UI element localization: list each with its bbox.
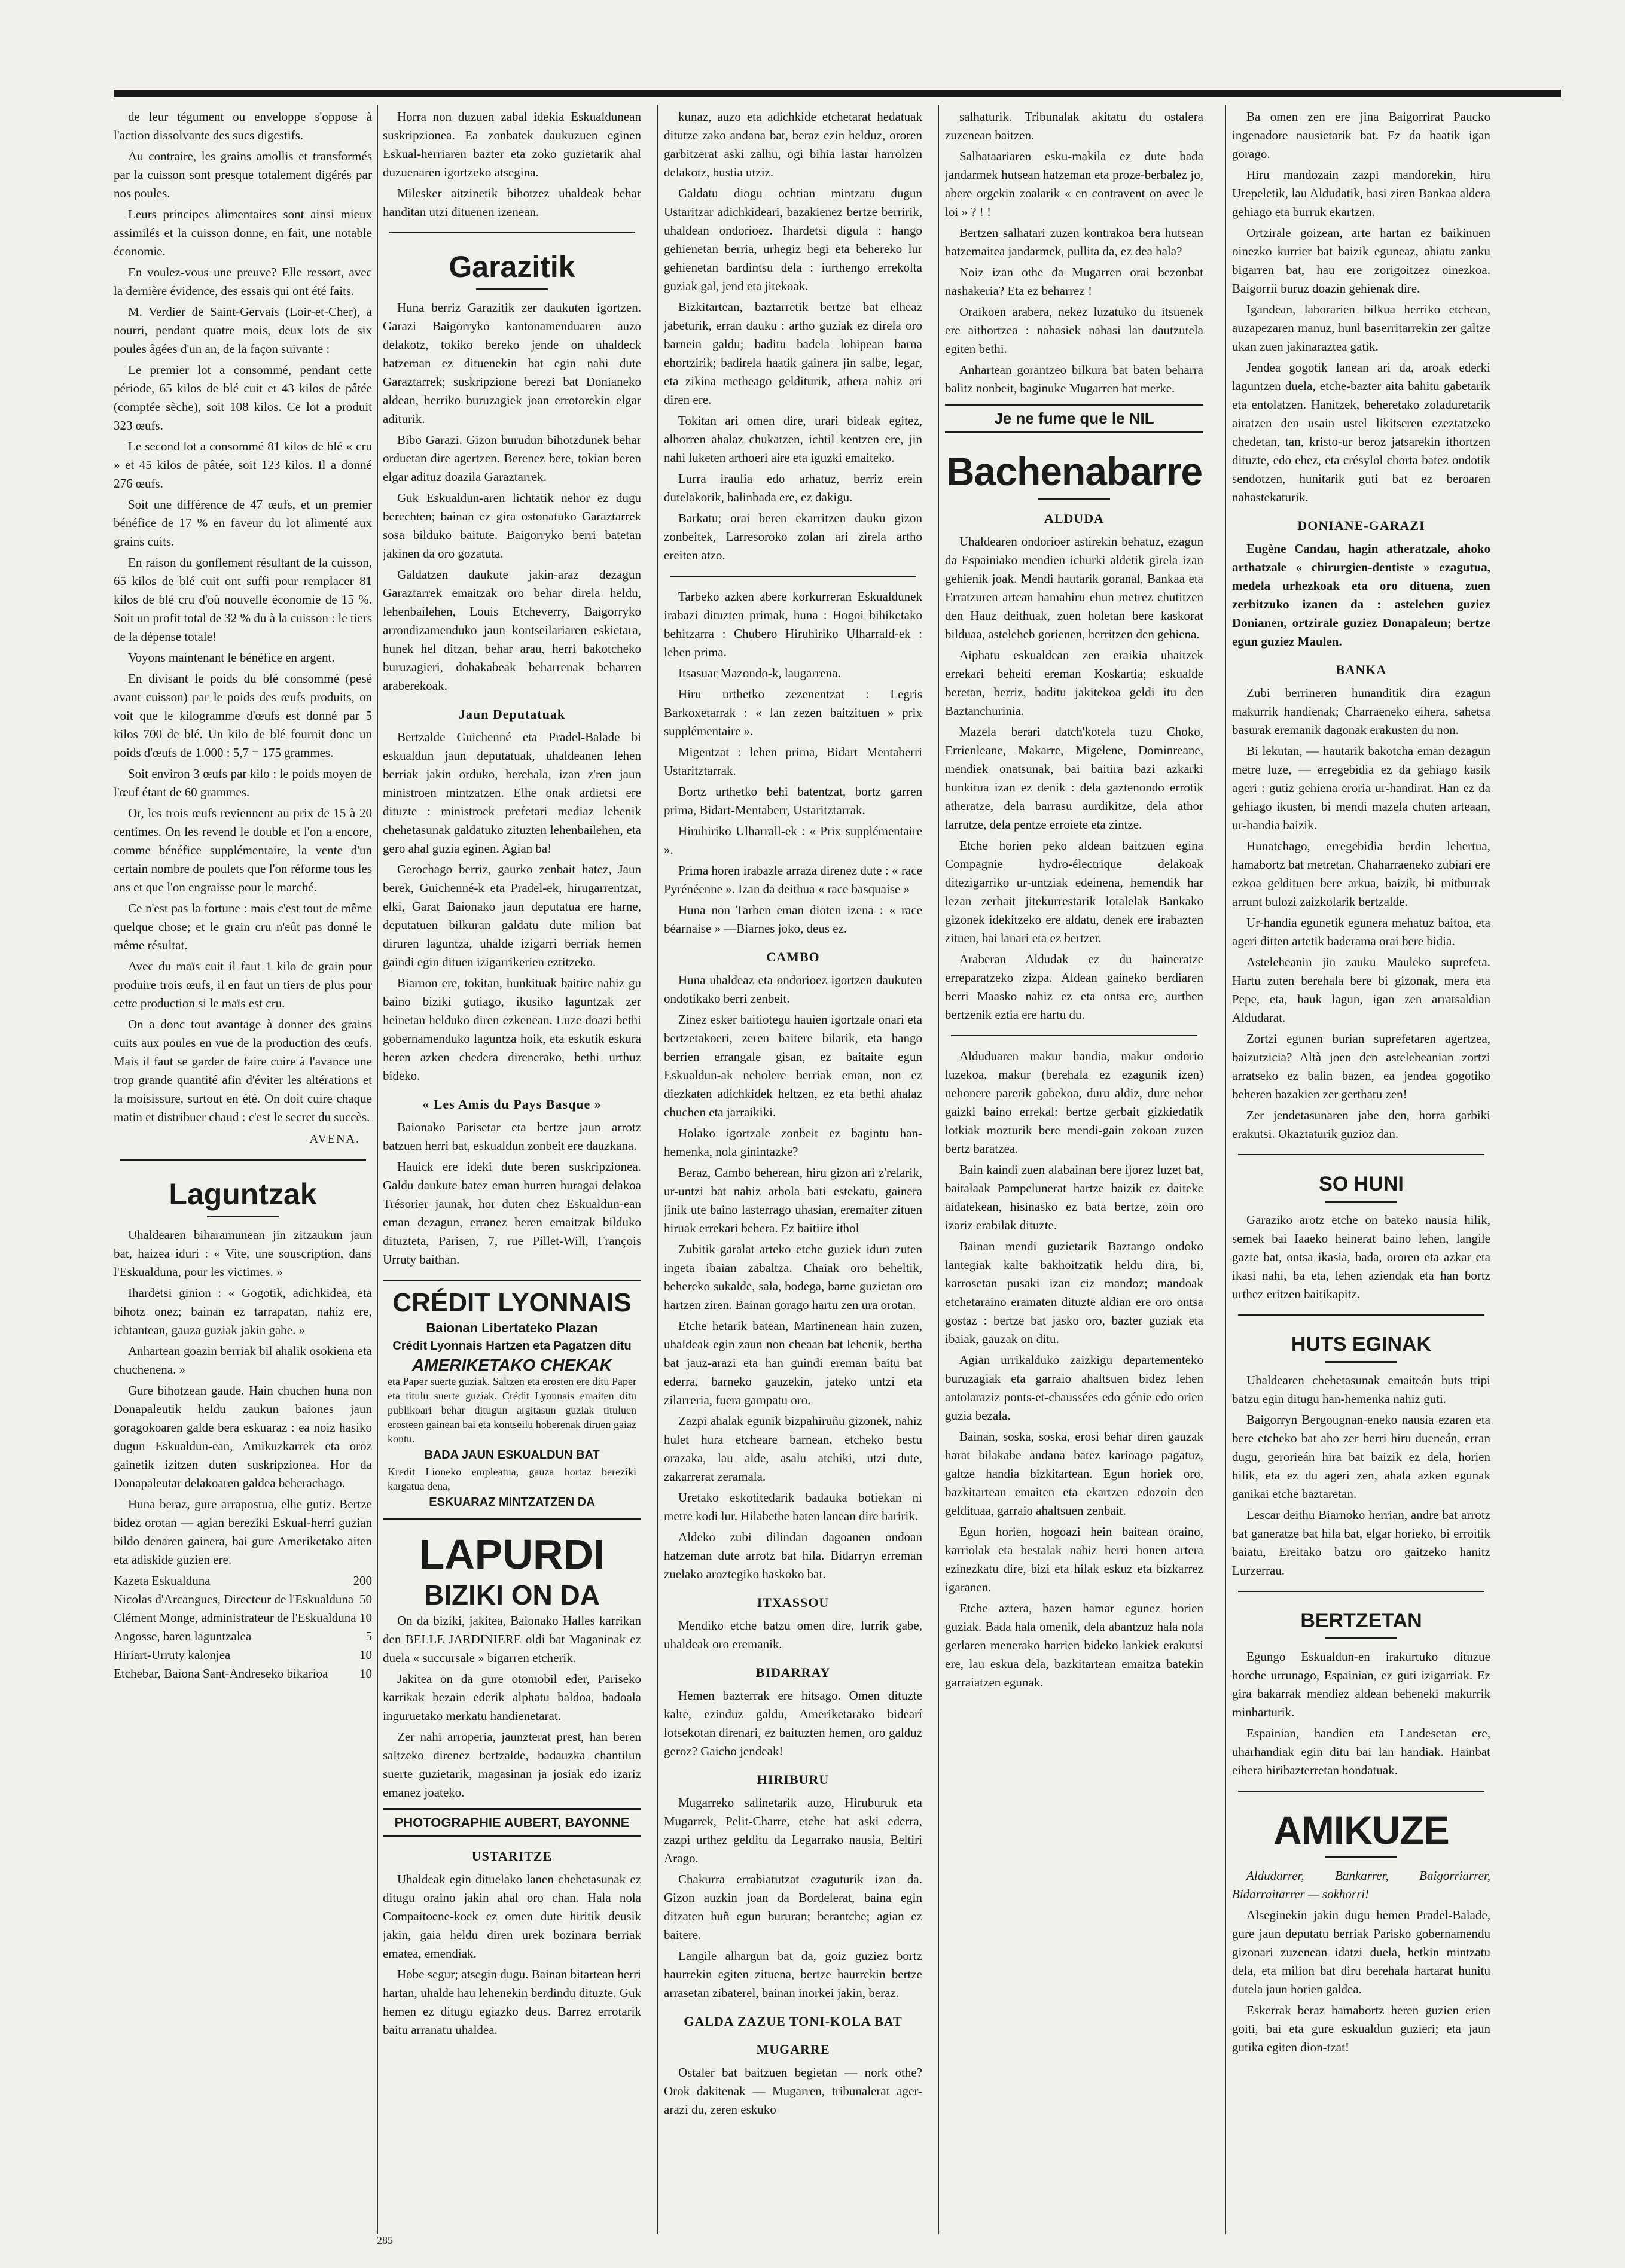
paragraph: On da biziki, jakitea, Baionako Halles karrikan den BELLE JARDINIERE oldi bat Maganinak ez duela « succursale » bigarren etcherik.	[383, 1614, 641, 1665]
paragraph: Beraz, Cambo beherean, hiru gizon ari z'relarik, ur-untzi bat nahiz arbola bati estekatu, gainera jinik ute baino lasterrago uhasian, eremaiter zituen hiruak errekari behera. Ez baitiire ithol	[664, 1165, 922, 1235]
paragraph: Anhartean goazin berriak bil ahalik osokiena eta chuchenena. »	[114, 1344, 372, 1377]
heading-so-huni: SO HUNI	[1232, 1171, 1490, 1203]
paragraph: Migentzat : lehen prima, Bidart Mentaberri Ustaritztarrak.	[664, 745, 922, 778]
paragraph: Etche hetarik batean, Martinenean hain zuzen, uhaldeak egin zaun non cheaan bat lehenik, bertha bat jauz-arazi eta han guindi ereman baitu bat ederra, barneko gauzekin, jateko untzi eta zilarreria, fuera gampatu oro.	[664, 1319, 922, 1407]
subheading-ustaritze: USTARITZE	[471, 1849, 553, 1864]
heading-amikuze: AMIKUZE	[1232, 1807, 1490, 1858]
ad-line: Crédit Lyonnais Hartzen eta Pagatzen ditu	[392, 1340, 632, 1353]
paragraph: Egun horien, hogoazi hein baitean oraino, karriolak eta bestalak nahiz herri honen artera ezinezkatu dire, bizi eta hilak eskuz eta bizkarrez igaranen.	[945, 1524, 1203, 1594]
list-item: Hiriart-Urruty kalonjea 10	[114, 1648, 372, 1662]
separator	[120, 1159, 366, 1161]
paragraph: Araberan Aldudak ez du haineratze erreparatzeko zizpa. Aldean gaineko berdiaren berri Maasko nahiz ez eta ontsa ere, aurthen bertzenik eztia ere hartu du.	[945, 952, 1203, 1022]
paragraph: En divisant le poids du blé consommé (pesé avant cuisson) par le poids des œufs produits, on voit que le kilogramme d'œufs est donné par 5 kilos 700 de blé. Un kilo de blé fournit donc un poids d'œufs de 1.000 : 5,7 = 175 grammes.	[114, 671, 372, 760]
paragraph: Hiruhiriko Ulharrall-ek : « Prix supplémentaire ».	[664, 824, 922, 857]
paragraph: kunaz, auzo eta adichkide etchetarat hedatuak ditutze zako andana bat, beraz ezin helduz, ororen garbitzerat aski zalhu, ogi bihia lastar harrolzen delakotz, bustia utziz.	[664, 109, 922, 179]
paragraph: Tarbeko azken abere korkurreran Eskualdunek irabazi dituzten primak, huna : Hogoi bihiketako behitzarra : Chubero Hiruhiriko Ulharrald-ek : lehen prima.	[664, 589, 922, 659]
paragraph: Uhaldeak egin dituelako lanen chehetasunak ez ditugu oraino jakin ahal oro chan. Hala nola Compaitoene-koek ez omen dute hiritik deusik jakin, gaia heldu diren urek bozinara berriak ematea, emendiak.	[383, 1872, 641, 1960]
subheading-doniane-garazi: DONIANE-GARAZI	[1297, 518, 1425, 533]
paragraph: Alseginekin jakin dugu hemen Pradel-Balade, gure jaun deputatu berriak Parisko gobernamendu gizonari zuzenean idatzi duela, hetkin mintzatu dela, eta milion bat diru berehala hartarat hunitu dutela jaun horien galdea.	[1232, 1908, 1490, 1996]
paragraph: de leur tégument ou enveloppe s'oppose à l'action dissolvante des sucs digestifs.	[114, 109, 372, 142]
paragraph: Baigorryn Bergougnan-eneko nausia ezaren eta bere etcheko bat aho zer berri hiru dueneán, erran dugu, gerorieán hira bat baizik ez dela, horien hilik, eta ez du ageri zen, ahala azken egunak ganikai etche baztaretan.	[1232, 1412, 1490, 1501]
paragraph: Zubitik garalat arteko etche guziek idurī zuten ingeta ibaian zabaltza. Chaiak oro beheltik, behereko sukalde, sala, bodega, barne guzietan oro hartzen ziren. Bainan gorago hartu zen ura orotan.	[664, 1242, 922, 1312]
paragraph: Soit environ 3 œufs par kilo : le poids moyen de l'œuf étant de 60 grammes.	[114, 766, 372, 799]
paragraph: Zubi berrineren hunanditik dira ezagun makurrik handienak; Charraeneko eihera, sahetsa basurak eremanik dagonak erakusten du non.	[1232, 686, 1490, 737]
lapurdi-title: LAPURDI	[419, 1531, 605, 1578]
paragraph: Ba omen zen ere jina Baigorrirat Paucko ingenadore nausietarik bat. Ez da haatik igan gorago.	[1232, 109, 1490, 161]
paragraph: Ihardetsi ginion : « Gogotik, adichkidea, eta bihotz onez; bainan ez tarrapatan, nahiz ere, ichtantean, gauza guziak jakin gabe. »	[114, 1286, 372, 1337]
ad-body: eta Paper suerte guziak. Saltzen eta erosten ere ditu Paper eta titulu suerte guziak. Crédit Lyonnais emaiten ditu publikoari behar ditugun argitasun guziak tituluen erosteen gainean bai eta kontseilu hoberenak diruen gaiaz kontu.	[388, 1375, 636, 1445]
paragraph: Le premier lot a consommé, pendant cette période, 65 kilos de blé cuit et 43 kilos de pâtée (comptée sèche), soit 108 kilos. Ce lot a produit 323 œufs.	[114, 363, 372, 433]
separator	[670, 576, 916, 577]
ad-title: CRÉDIT LYONNAIS	[392, 1288, 632, 1317]
top-rule	[114, 90, 1561, 97]
paragraph: Uhaldearen chehetasunak emaiteán huts ttipi batzu egin ditugu han-hemenka nahiz guti.	[1232, 1373, 1490, 1406]
subheading-hiriburu: HIRIBURU	[757, 1772, 830, 1787]
list-item: Etchebar, Baiona Sant-Andreseko bikarioa 10	[114, 1666, 372, 1681]
list-item: Kazeta Eskualduna 200	[114, 1573, 372, 1588]
column-1	[114, 108, 372, 2226]
paragraph: Zortzi egunen burian suprefetaren agertzea, baizutzicia? Altà joen den asteleheanian zortzi arratseko ez balin bazen, ea jendea gogotiko beheren bazakien zer gerthatu zen!	[1232, 1031, 1490, 1101]
ad-line: AMERIKETAKO CHEKAK	[412, 1356, 612, 1374]
paragraph: Uretako eskotitedarik badauka botiekan ni metre kodi lur. Hilabethe baten lanean dire haririk.	[664, 1490, 922, 1523]
paragraph: Uhaldearen biharamunean jin zitzaukun jaun bat, haizea iduri : « Vite, une souscription, dans l'Eskualduna, pour les victimes. »	[114, 1228, 372, 1279]
column-5	[1232, 108, 1490, 2226]
paragraph: Zazpi ahalak egunik bizpahiruñu gizonek, nahiz hulet hura etcheare barnean, etcheko bestu orazaka, lau alde, asalu atchiki, utzi dute, zakarrerat zeramala.	[664, 1414, 922, 1484]
paragraph: Horra non duzuen zabal idekia Eskualdunean suskripzionea. Ea zonbatek daukuzuen eginen Eskual-herriaren bazter eta zoko guzietarik ahal duzuenaren igortzeko atsegina.	[383, 109, 641, 179]
paragraph: Milesker aitzinetik bihotzez uhaldeak behar handitan utzi dituenen izenean.	[383, 186, 641, 219]
subheading-amis-pays-basque: « Les Amis du Pays Basque »	[422, 1097, 602, 1112]
separator	[1238, 1591, 1484, 1592]
paragraph: Tokitan ari omen dire, urari bideak egitez, alhorren ahalaz chukatzen, ichtil kentzen ere, jin nahi luketen arthoeri aire eta iguzki emaiteko.	[664, 413, 922, 465]
paragraph: Langile alhargun bat da, goiz guziez bortz haurrekin egiten zituena, bertze haurrekin bertze arrasetan zibaterel, bainan inorkei jakin, beraz.	[664, 1949, 922, 2000]
paragraph: Zer nahi arroperia, jaunzterat prest, han beren saltzeko direnez bertzalde, badauzka chantilun suerte guzietarik, magasinan ja josiak edo izariz emanez joateko.	[383, 1730, 641, 1800]
paragraph: Bain kaindi zuen alabainan bere ijorez luzet bat, baitalaak Pampelunerat hartze baizik ez daiteke aidatekean, hisinasko ez bata bertze, zoin oro izariz erabilak dituzte.	[945, 1162, 1203, 1232]
paragraph: Etche horien peko aldean baitzuen egina Compagnie hydro-électrique delakoak ditezigarriko ur-untziak edeinena, hemendik har lezan zerbait jitekurrestarik lotalelak Bankako gizonek idekitzeko ere aldatu, denek ere irabazten zituen, bai lanari eta ez bertzer.	[945, 838, 1203, 945]
separator	[1238, 1154, 1484, 1155]
paragraph: Bibo Garazi. Gizon burudun bihotzdunek behar orduetan dire agertzen. Berenez bere, tokian beren elgar adituz doazila Garaztarrek.	[383, 433, 641, 484]
paragraph: Leurs principes alimentaires sont ainsi mieux assimilés et la cuisson donne, en fait, une notable économie.	[114, 207, 372, 258]
column-4	[945, 108, 1203, 2226]
subheading-cambo: CAMBO	[766, 949, 820, 964]
paragraph: Galdatu diogu ochtian mintzatu dugun Ustaritzar adichkideari, bazakienez bertze berririk, uhaldean ondorioez. Ihardetsi digula : hango gehienetan berria, urhegiz hegi eta behereko lur gehienetan bardintsu dela : iurthengo errekolta guziak gal, jend eta jitekoak.	[664, 186, 922, 293]
paragraph: Baionako Parisetar eta bertze jaun arrotz batzuen herri bat, eskualdun zonbeit ere dauzkana.	[383, 1120, 641, 1153]
ad-line: Kredit Lioneko empleatua, gauza hortaz bereziki kargatua dena,	[388, 1466, 636, 1492]
column-rule	[1225, 105, 1226, 2234]
paragraph: Le second lot a consommé 81 kilos de blé « cru » et 45 kilos de pâtée, soit 123 kilos. Il a donné 276 œufs.	[114, 439, 372, 491]
separator	[389, 232, 635, 233]
paragraph: Bortz urthetko behi batentzat, bortz garren prima, Bidart-Mentaberr, Ustaritztarrak.	[664, 784, 922, 817]
paragraph: Jakitea on da gure otomobil eder, Pariseko karrikak bezain ederik alphatu baldoa, badoala inguruetako merkatu handienetarat.	[383, 1672, 641, 1723]
paragraph: Or, les trois œufs reviennent au prix de 15 à 20 centimes. On les revend le double et l'on a encore, comme bénéfice supplémentaire, la vente d'un certain nombre de poulets que l'on réforme tous les ans et que l'on engraisse pour le marché.	[114, 806, 372, 894]
paragraph: Aldudarrer, Bankarrer, Baigorriarrer, Bidarraitarrer — sokhorri!	[1232, 1868, 1490, 1901]
paragraph: Hobe segur; atsegin dugu. Bainan bitartean herri hartan, uhalde hau lehenekin berdindu dituzte. Guk hemen ez ditugu egiazko deus. Barrez errotarik baitu arranatu uhaldea.	[383, 1967, 641, 2037]
paragraph: Huna non Tarben eman dioten izena : « race béarnaise » —Biarnes joko, deus ez.	[664, 903, 922, 936]
column-2	[383, 108, 641, 2226]
paragraph: Aiphatu eskualdean zen eraikia uhaitzek errekari beheiti ereman Koskartia; eskualde beretan, berriz, baditu jakitekoa geldi itu den Baztanchurinia.	[945, 648, 1203, 718]
lapurdi-subtitle: BIZIKI ON DA	[424, 1579, 600, 1611]
paragraph: Au contraire, les grains amollis et transformés par la cuisson sont presque totalement digérés par nos poules.	[114, 149, 372, 200]
nil-ad: Je ne fume que le NIL	[945, 404, 1203, 433]
lapurdi-ad	[383, 1530, 641, 1802]
column-rule	[657, 105, 658, 2234]
paragraph: Lurra iraulia edo arhatuz, berriz erein dutelakorik, balinbada ere, ez dakigu.	[664, 471, 922, 504]
paragraph: Galdatzen daukute jakin-araz dezagun Garaztarrek emaitzak oro behar direla heldu, lehenbailehen, Louis Etcheverry, Baigorryko arrondizamenduko jaun kontseilariaren eskietara, hunek hel ditzan, behar arau, herri bakotcheko buruzagieri, dohakabeak beharrenak beharren araberekoak.	[383, 567, 641, 693]
paragraph: Alduduaren makur handia, makur ondorio luzekoa, makur (berehala ez ezagunik izen) nehonere parerik gabekoa, duru aldiz, dure nehor gaizki baino errekal: bertze gerbait gizkiedatik lotkiak mozturik bere mendi-gain zokoan zuzen bertz baratzea.	[945, 1049, 1203, 1156]
paragraph: Ortzirale goizean, arte hartan ez baikinuen oinezko kurrier bat baizik eguneaz, abiatu zanku bigarren bat, hau ere zorigoitzez oinezkoa. Baigorrii buruz doazin gehienak dire.	[1232, 226, 1490, 296]
paragraph: Barkatu; orai beren ekarritzen dauku gizon zonbeitek, Larresoroko zolan ari zirela artho ereiten atzo.	[664, 511, 922, 562]
paragraph: Itsasuar Mazondo-k, laugarrena.	[678, 666, 841, 680]
paragraph: Gerochago berriz, gaurko zenbait hatez, Jaun berek, Guichenné-k eta Pradel-ek, hirugarrentzat, elki, Garat Baionako jaun deputatua ere harne, deputatuen bilkuran galdatu dute milion bat diruren laguntza, uhalde izigarri berriak hemen gaindi egin dituen izigarrikerien eztitzeko.	[383, 862, 641, 969]
subheading-banka: BANKA	[1336, 662, 1387, 677]
paragraph: Noiz izan othe da Mugarren orai bezonbat nashakeria? Eta ez beharrez !	[945, 265, 1203, 298]
paragraph: Oraikoen arabera, nekez luzatuko du itsuenek ere aithortzea : nahasiek nahasi lan dautzutela egiten bethi.	[945, 305, 1203, 356]
subheading-mugarre: MUGARRE	[756, 2042, 830, 2057]
paragraph: On a donc tout avantage à donner des grains cuits aux poules en vue de la production des œufs. Mais il faut se garder de faire cuire à l'avance une trop grande quantité afin d'éviter les altérations et la moisissure, surtout en été. On doit cuire chaque matin et distribuer chaud : c'est le secret du succès.	[114, 1017, 372, 1124]
article-poultry	[114, 108, 372, 1149]
paragraph: Huna berriz Garazitik zer daukuten igortzen. Garazi Baigorryko kantonamenduaren auzo delakotz, tokiko bereko jende on uhaldeck hatzeman ez dituenekin bat egin nahi dute Garaztarrek; suskripzione berezi bat Donianeko aldean, herriko buruzagiek joan errotorekin elgar aditurik.	[383, 300, 641, 426]
paragraph: Bi lekutan, — hautarik bakotcha eman dezagun metre luze, — erregebidia ez da gehiago kasik ageri : gutiz gehiena eroria ur-handirat. Han ez da gehiago ikusten, bi mendi mazela chuten arteaan, ur-handia baizik.	[1232, 744, 1490, 832]
paragraph: Asteleheanin jin zauku Mauleko suprefeta. Hartu zuten berehala bere bi gizonak, mera eta Pepe, eta, hauk lagun, igan zen arratsaldian Aldudarat.	[1232, 955, 1490, 1025]
paragraph: Bertzalde Guichenné eta Pradel-Balade bi eskualdun jaun deputatuak, uhaldeanen lehen berriak jakin orduko, berehala, izan z'ren jaun ministroen mintzatzen. Elhe onak ardietsi ere dituzte : ministroek prefetari mediaz lehenik chehetasunak galdatuko zituzten lehenbailehen, eta gero ahal guzia eginen. Agian ba!	[383, 730, 641, 856]
paragraph: Guk Eskualdun-aren lichtatik nehor ez dugu berechten; bainan ez gira ostonatuko Garaztarrek sosa bilduko baitute. Baigorryko berri batetan jakinen da oro gozatuta.	[383, 491, 641, 561]
paragraph: Egungo Eskualdun-en irakurtuko dituzue horche urrunago, Espainian, ez guti izigarriak. Ez gira bakarrak mendiez aldean beheneki makurrik minharturik.	[1232, 1649, 1490, 1719]
paragraph: Soit une différence de 47 œufs, et un premier bénéfice de 17 % en faveur du lot alimenté aux grains cuits.	[114, 497, 372, 549]
heading-bertzetan: BERTZETAN	[1232, 1608, 1490, 1639]
paragraph: Zinez esker baitiotegu hauien igortzale onari eta bertzetakoeri, zeren baitere bilarik, eta hango berrien errangale gisan, ez baitaite egun Eskualdun-ak neholere berriak eman, non ez diezkaten adichkidek heltzen, ez eta bethi ahalaz chuchen eta jarraikiki.	[664, 1012, 922, 1119]
paragraph: Huna beraz, gure arrapostua, elhe gutiz. Bertze bidez orotan — agian bereziki Eskual-herri guzian bildo denaren gainera, bai gure Ameriketako aiten eta adiskide guzien ere.	[114, 1497, 372, 1567]
page-number: 285	[377, 2234, 393, 2246]
paragraph: Eugène Candau, hagin atheratzale, ahoko arthatzale « chirurgien-dentiste » ezagutua, medela urhezkoak eta oro dituena, zuen zerbitzuko izanen da : astelehen guziez Donianen, ortzirale guziez Donapaleun; bertze egun guziez Maulen.	[1232, 541, 1490, 649]
list-item: Angosse, baren laguntzalea 5	[114, 1629, 372, 1643]
paragraph: M. Verdier de Saint-Gervais (Loir-et-Cher), a nourri, pendant quatre mois, deux lots de six poules âgées d'un an, de la façon suivante :	[114, 305, 372, 356]
list-item: Nicolas d'Arcangues, Directeur de l'Eskualduna 50	[114, 1592, 372, 1606]
paragraph: Mendiko etche batzu omen dire, lurrik gabe, uhaldeak oro eremanik.	[664, 1618, 922, 1651]
paragraph: Agian urrikalduko zaizkigu departementeko buruzagiak eta garraio ahaltsuen bidez lehen antolaraziz ponts-et-chaussées edo génie edo orien guzia bezala.	[945, 1353, 1203, 1423]
paragraph: Bainan, soska, soska, erosi behar diren gauzak harat bilakabe andana batez karioago pagatuz, galtze handia bizkitartean. Egun horiek oro, bazkitartean emaiten eta ekartzen edozoin den geldituaa, garraio ahaltsuen zenbait.	[945, 1429, 1203, 1518]
paragraph: Jendea gogotik lanean ari da, aroak ederki laguntzen duela, etche-bazter aita bahitu gabetarik eta entolatzen. Hanitzek, beheretako zoladuretarik airatzen den usain ustel likitseren ezeztatzeko chedetan, tan, kristo-ur beroz jatsarekin ithortzen dituzte, edo ehez, eta crésylol chorta batez ondotik sendotzen, hunitarik guti bat ez beroaren nahastekaturik.	[1232, 360, 1490, 504]
heading-huts-eginak: HUTS EGINAK	[1232, 1331, 1490, 1363]
paragraph: Hiru mandozain zazpi mandorekin, hiru Urepeletik, lau Aldudatik, hasi ziren Bankaa aldera gehiago eta burruk ekartzen.	[1232, 168, 1490, 219]
photographie-ad: PHOTOGRAPHIE AUBERT, BAYONNE	[383, 1808, 641, 1837]
paragraph: Chakurra errabiatutzat ezaguturik izan da. Gizon auzkin joan da Bordelerat, baina egin ditzaten huñ egun bururan; berantche; agian ez baitere.	[664, 1872, 922, 1942]
paragraph: Aldeko zubi dilindan dagoanen ondoan hatzeman dute arrotz bat hila. Bidarryn erreman zuelako aroztegiko haskoko bat.	[664, 1530, 922, 1581]
paragraph: Salhataariaren esku-makila ez dute bada jandarmek hutsean hatzeman eta proze-berbalez jo, abere orgekin zoalarik « en contravent on avec le loi » ? ! !	[945, 149, 1203, 219]
paragraph: Garaziko arotz etche on bateko nausia hilik, semek bai Iaaeko heinerat baino lehen, langile gazte bat, ontsa ikasia, bada, ororen eta azkar eta ikasi nahi, ba eta, lehen aziendak eta han bortz urthez eritzen baitikapitz.	[1232, 1213, 1490, 1301]
paragraph: Etche aztera, bazen hamar egunez horien guziak. Bada hala omenik, dela abantzuz hala nola gerlaren menerako harrien bideko lankiek erakutsi ere, lau eskua dela, bazkitartean emaitza batekin garraiatzen egunak.	[945, 1601, 1203, 1689]
subheading-itxassou: ITXASSOU	[757, 1595, 830, 1610]
heading-garazitik: Garazitik	[383, 249, 641, 290]
subheading-jaun-deputatuak: Jaun Deputatuak	[458, 707, 566, 722]
paragraph: Huna uhaldeaz eta ondorioez igortzen daukuten ondotikako berri zenbeit.	[664, 973, 922, 1006]
column-rule	[938, 105, 939, 2234]
paragraph: En raison du gonflement résultant de la cuisson, 65 kilos de blé cuit ont suffi pour remplacer 81 kilos de blé cru d'où nouvelle économie de 15 %. Soit un profit total de 32 % du à la cuisson : le tiers de la dépense totale!	[114, 555, 372, 644]
separator	[951, 1035, 1197, 1036]
paragraph: Hauick ere ideki dute beren suskripzionea. Galdu daukute batez eman hurren huragai delakoa Trésorier jaunak, hor duten chez Eskualdun-ean eman dezagun, erranez beren emaitzak bilduko dituzteta, Parisen, 7, rue Pillet-Will, François Urruty baithan.	[383, 1159, 641, 1267]
paragraph: Bainan mendi guzietarik Baztango ondoko lantegiak kalte bakhoitzatik heldu dira, bi, karrosetan pusaki izan ciz mandoz; mandoak etchetaraino eramaten dituzte aldian ere oro ontsa gostaz : bertze bat jasko oro, bazter guziak eta ibaiak, gauzak on ditu.	[945, 1239, 1203, 1346]
subheading-alduda: ALDUDA	[1044, 511, 1105, 526]
column-rule	[377, 105, 378, 2234]
paragraph: Uhaldearen ondorioer astirekin behatuz, ezagun da Espainiako mendien ichurki aldetik girela izan gehienik joak. Mendi hautarik goranal, Bankaa eta Erratzuren artean hamahiru ehun metrez chutitzen den Hauz deithuak, zuen holetan bere kaskorat bilduaa, asteleheb gorienen, herritzen den gehiena.	[945, 534, 1203, 641]
separator	[1238, 1314, 1484, 1316]
paragraph: Avec du maïs cuit il faut 1 kilo de grain pour produire trois œufs, il en faut un tiers de plus pour cette production si le maïs est cru.	[114, 959, 372, 1010]
paragraph: Ur-handia egunetik egunera mehatuz baitoa, eta ageri ditten artetik baderama orai bere bidia.	[1232, 915, 1490, 948]
paragraph: Hemen bazterrak ere hitsago. Omen dituzte kalte, ezinduz galdu, Ameriketarako bidearí lotsekotan direnari, ez baituzten hemen, oro galduz geroz? Gaicho jendeak!	[664, 1688, 922, 1758]
paragraph: Ostaler bat baitzuen begietan — nork othe? Orok dakitenak — Mugarren, tribunalerat ager-arazi du, zeren eskuko	[664, 2065, 922, 2117]
paragraph: Lescar deithu Biarnoko herrian, andre bat arrotz bat ganeratze bat hila bat, elgar horieko, bi erroitik baiatu, Ereitako batzu oro gaitzeko hanitz Lurzerrau.	[1232, 1508, 1490, 1578]
paragraph: Biarnon ere, tokitan, hunkituak baitire nahiz gu baino biziki gutiago, ikusiko laguntzak zer heinetan helduko diren ezkenean. Luze doazi bethi gobernamenduko laguntza hoik, eta eskutik eskura heren azken chedera direnerako, bethi urthuz bideko.	[383, 976, 641, 1083]
paragraph: Gure bihotzean gaude. Hain chuchen huna non Donapaleutik heldu zaukun baiones jaun goragokoaren galde bera eskuaraz : ea noiz hasiko dugun Eskualdun-ean, Amikuzkarrek eta oroz gainetik izitzen duten suskripzionea. Hor da Donapaleutar delakoaren galdea beherachago.	[114, 1383, 372, 1490]
donation-list	[114, 1572, 372, 1683]
paragraph: Mugarreko salinetarik auzo, Hiruburuk eta Mugarrek, Pelit-Charre, etche bat aski ederra, zazpi urthez gelditu da Legarrako nausia, Beltiri Arago.	[664, 1795, 922, 1865]
column-3	[664, 108, 922, 2226]
heading-bachenabarre: Bachenabarre	[945, 449, 1203, 500]
paragraph: Bertzen salhatari zuzen kontrakoa bera hutsean hatzemaitea jandarmek, pullita da, ez dea hala?	[945, 226, 1203, 258]
ad-line: BADA JAUN ESKUALDUN BAT	[424, 1448, 600, 1462]
paragraph: Espainian, handien eta Landesetan ere, uharhandiak egin ditu bai lan handiak. Hainbat eihera hiribazterretan hondatuak.	[1232, 1726, 1490, 1777]
signature: AVENA.	[309, 1133, 360, 1146]
paragraph: Zer jendetasunaren jabe den, horra garbiki erakutsi. Okaztaturik guzioz dan.	[1232, 1108, 1490, 1141]
paragraph: Igandean, laborarien bilkua herriko etchean, auzapezaren manuz, hunl baserritarrekin zer galtze ukan zuen jakinaraztea gatik.	[1232, 302, 1490, 354]
paragraph: Hiru urthetko zezenentzat : Legris Barkoxetarrak : « lan zezen baitzituen » prix supplémentaire ».	[664, 687, 922, 738]
paragraph: Voyons maintenant le bénéfice en argent.	[128, 650, 335, 665]
paragraph: Holako igortzale zonbeit ez bagintu han-hemenka, nola ginintazke?	[664, 1126, 922, 1159]
ad-subtitle: Baionan Libertateko Plazan	[426, 1320, 598, 1335]
paragraph: Anhartean gorantzeo bilkura bat baten beharra balitz nonbeit, baginuke Mugarren bat merke.	[945, 363, 1203, 395]
ad-line: ESKUARAZ MINTZATZEN DA	[429, 1496, 595, 1509]
paragraph: Bizkitartean, baztarretik bertze bat elheaz jabeturik, erran dauku : artho guziak ez direla oro barnein galdu; baditu badela lohipean barna ehortzirik; badirela haatik gainera jin salbe, legar, eta zikina metheago gelditurik, athera nahiz ari diren ere.	[664, 300, 922, 407]
subheading-bidarray: BIDARRAY	[755, 1665, 831, 1680]
paragraph: Ce n'est pas la fortune : mais c'est tout de même quelque chose; et le grain cru n'eût pas donné le même résultat.	[114, 901, 372, 952]
paragraph: Hunatchago, erregebidia berdin lehertua, hamabortz bat metretan. Chaharraeneko zubiari ere ezkoa geldituen bere arkua, baizik, bi mitburrak arrunt bulozi zaizkolarik bertzalde.	[1232, 839, 1490, 909]
paragraph: Eskerrak beraz hamabortz heren guzien erien goiti, bai eta gure eskualdun guzieri; eta jaun gutika egiten dion-tzat!	[1232, 2003, 1490, 2054]
paragraph: Mazela berari datch'kotela tuzu Choko, Errienleane, Makarre, Migelene, Dominreane, mendiek onatsunak, bai baitira bazi azkarki hunkitua izan ez denik : dela gaztenondo errotik atheratze, dela barrasu aurdikitze, dela athor larrutze, dela pentze erroiete eta zintze.	[945, 724, 1203, 832]
paragraph: salhaturik. Tribunalak akitatu du ostalera zuzenean baitzen.	[945, 109, 1203, 142]
credit-lyonnais-ad	[383, 1280, 641, 1520]
toni-kola-ad: GALDA ZAZUE TONI-KOLA BAT	[684, 2014, 903, 2029]
paragraph: Prima horen irabazle arraza direnez dute : « race Pyrénéenne ». Izan da deithua « race basquaise »	[664, 863, 922, 896]
list-item: Clément Monge, administrateur de l'Eskualduna 10	[114, 1611, 372, 1625]
separator	[1238, 1791, 1484, 1792]
heading-laguntzak: Laguntzak	[114, 1176, 372, 1217]
paragraph: En voulez-vous une preuve? Elle ressort, avec la dernière évidence, des essais qui ont été faits.	[114, 265, 372, 298]
